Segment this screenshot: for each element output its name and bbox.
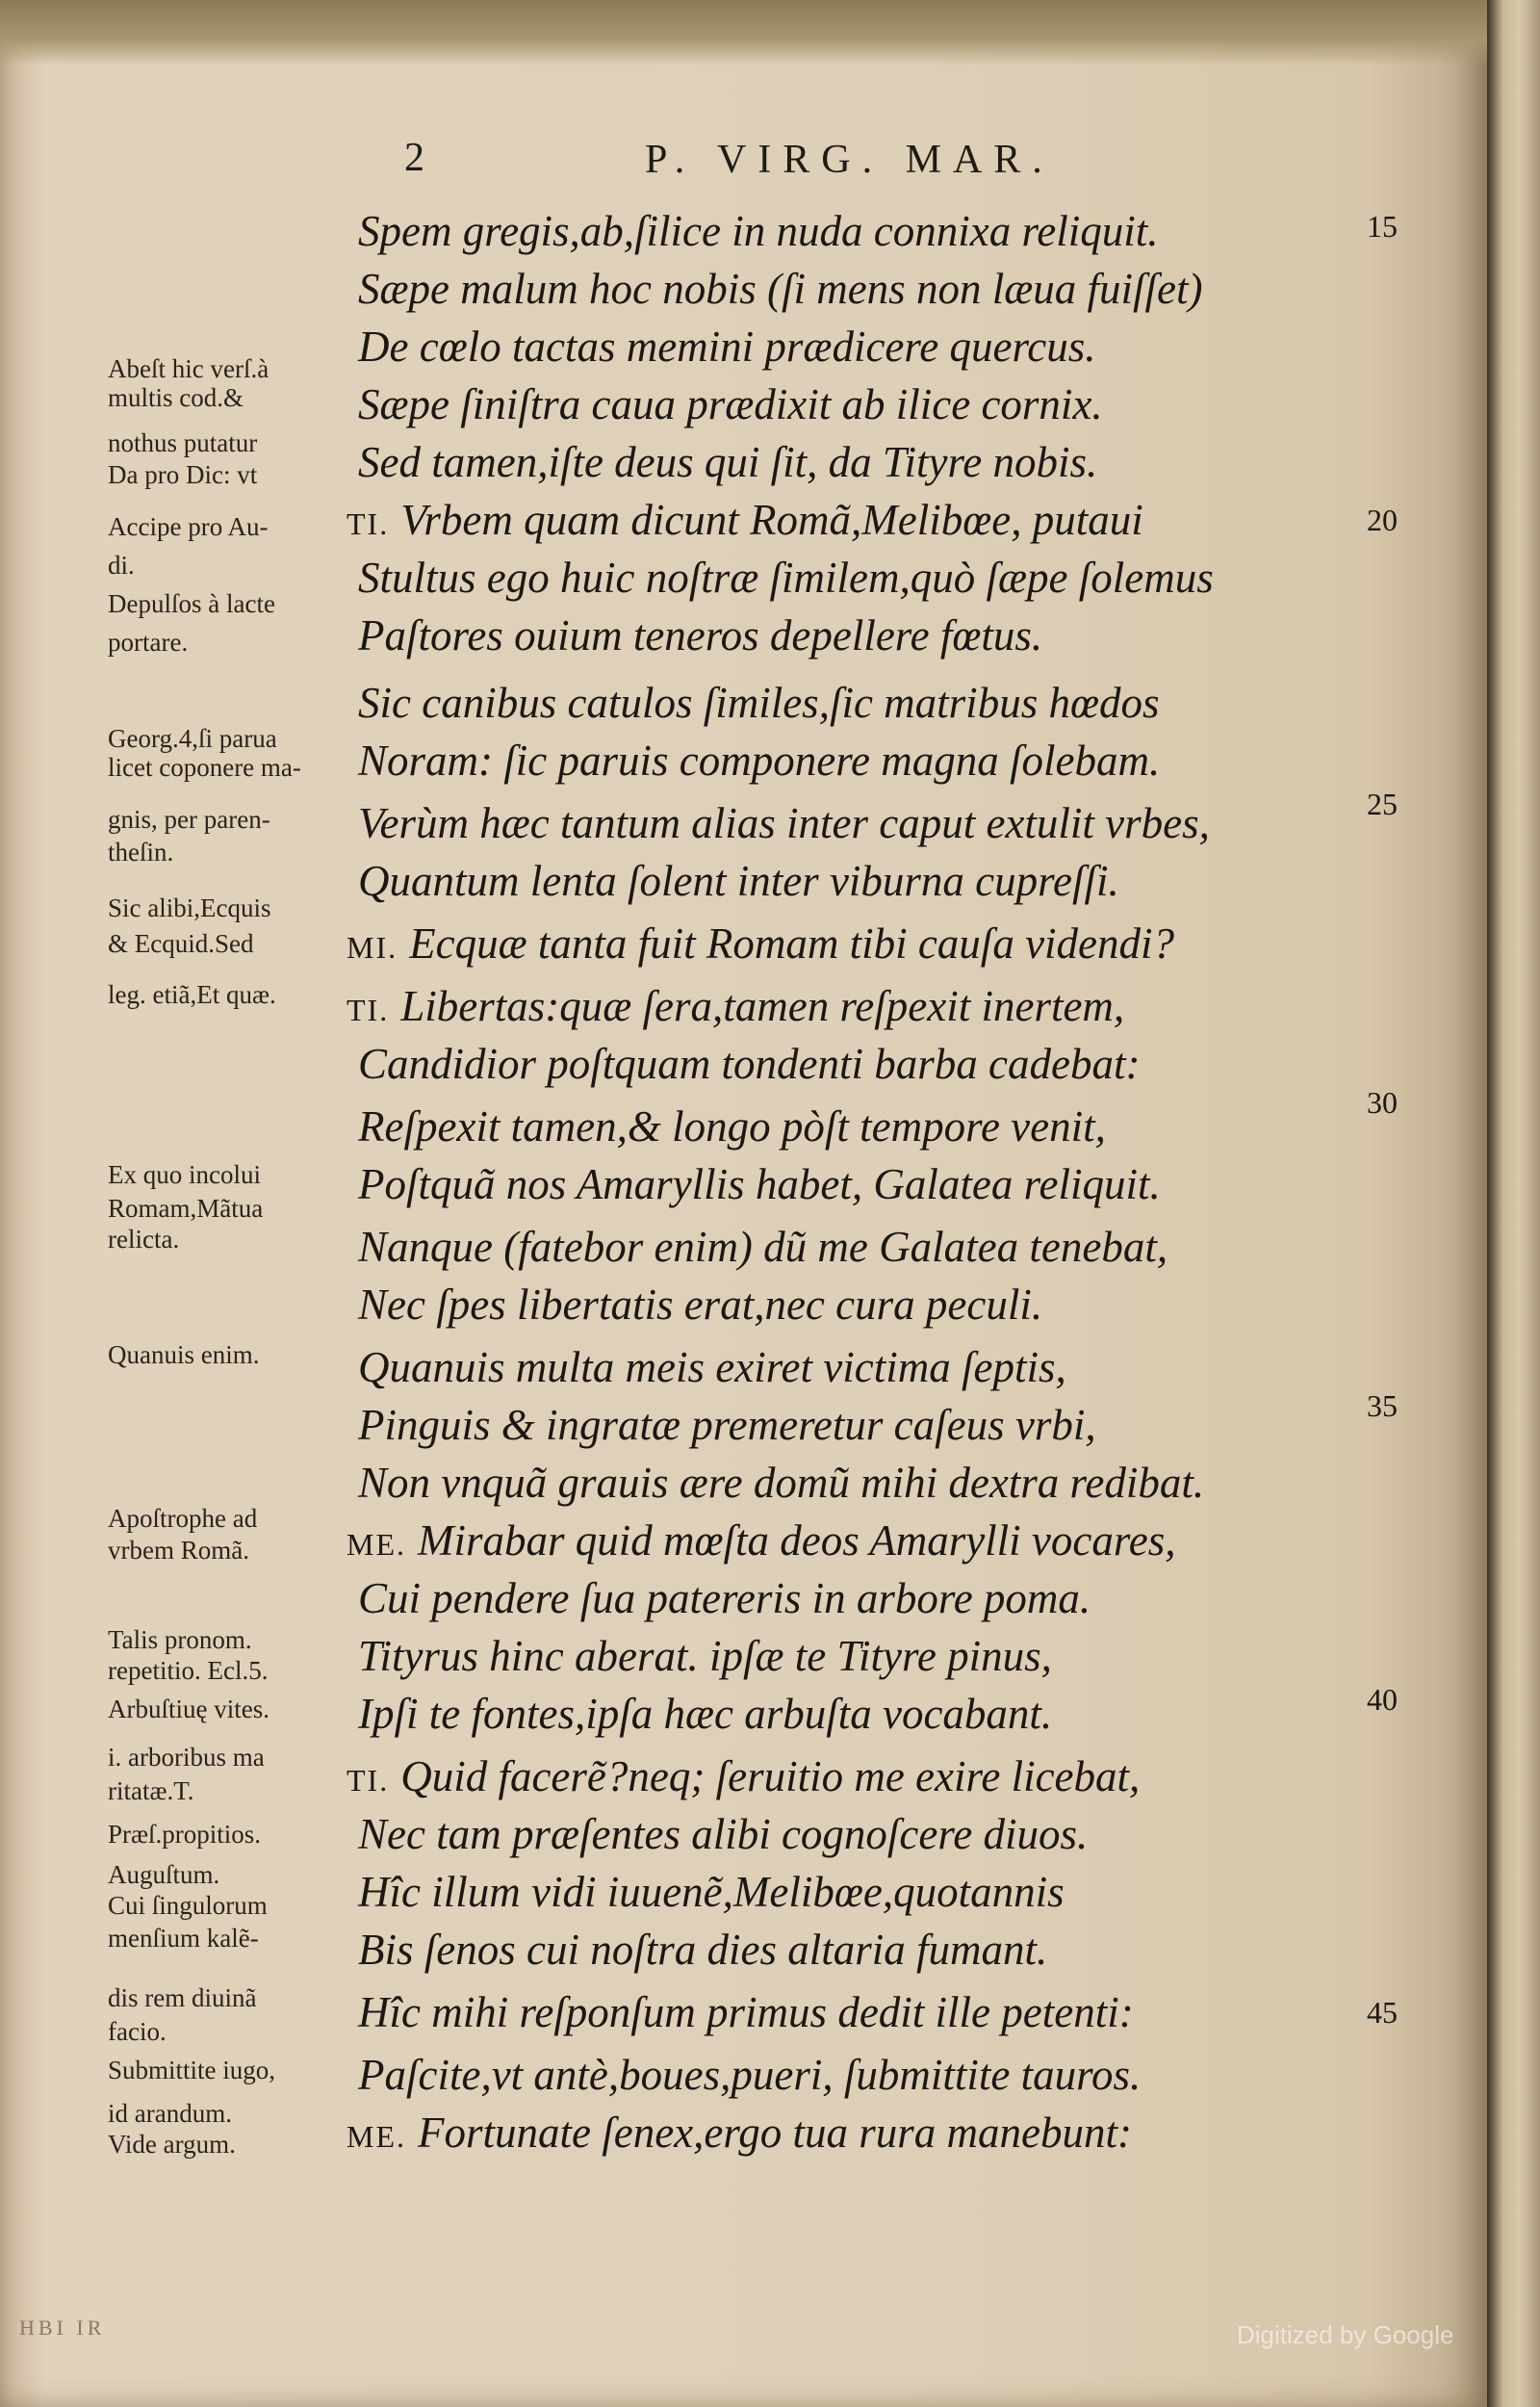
verse-text: Bis ſenos cui noſtra dies altaria fumant. (358, 1926, 1048, 1974)
line-number: 45 (1367, 1995, 1398, 2030)
verse-text: Ipſi te fontes,ipſa hæc arbuſta vocabant. (358, 1690, 1053, 1738)
running-title: P. VIRG. MAR. (645, 138, 1054, 182)
verse-text: Ecquæ tanta fuit Romam tibi cauſa videndi? (409, 919, 1175, 968)
verse-line (346, 852, 1119, 910)
marginal-gloss: ritatæ.T. (108, 1776, 194, 1805)
verse-line (346, 2046, 1141, 2104)
page-header (404, 135, 1174, 193)
marginal-gloss: Accipe pro Au- (108, 512, 269, 541)
marginal-gloss: Ex quo incolui (108, 1160, 261, 1189)
verse-line (346, 260, 1202, 318)
verse-line (346, 1155, 1161, 1213)
marginal-gloss: nothus putatur (108, 428, 258, 457)
line-number: 40 (1367, 1682, 1398, 1717)
verse-text: Quid facerẽ?neq; ſeruitio me exire licebat, (400, 1752, 1141, 1800)
verse-line (346, 202, 1159, 260)
marginal-gloss: & Ecquid.Sed (108, 929, 254, 958)
verse-line (346, 1685, 1052, 1743)
marginal-gloss: Sic alibi,Ecquis (108, 893, 271, 922)
marginal-gloss: licet coponere ma- (108, 753, 301, 782)
marginal-gloss: Submittite iugo, (108, 2056, 276, 2084)
verse-text: Reſpexit tamen,& longo pòſt tempore venit, (358, 1102, 1106, 1151)
marginal-gloss: portare. (108, 628, 189, 657)
verse-text: Nec ſpes libertatis erat,nec cura peculi. (358, 1281, 1043, 1329)
verse-line (346, 794, 1210, 852)
verse-line (346, 433, 1097, 491)
verse-line (346, 1035, 1140, 1093)
marginal-gloss: vrbem Romã. (108, 1536, 249, 1565)
speaker-label: MI. (346, 930, 398, 965)
marginal-gloss: Cui ſingulorum (108, 1891, 268, 1920)
marginal-gloss: gnis, per paren- (108, 805, 270, 834)
verse-line (346, 1098, 1106, 1155)
verse-line (346, 1921, 1047, 1979)
verse-text: Poſtquã nos Amaryllis habet, Galatea reliquit. (358, 1160, 1161, 1208)
verse-text: Fortunate ſenex,ergo tua rura manebunt: (418, 2109, 1132, 2157)
marginal-gloss: facio. (108, 2017, 167, 2046)
verse-text: Vrbem quam dicunt Romã,Melibœe, putaui (400, 496, 1143, 544)
marginal-gloss: Apoſtrophe ad (108, 1504, 258, 1533)
verse-text: Candidior poſtquam tondenti barba cadebat: (358, 1040, 1141, 1088)
marginal-gloss: Præſ.propitios. (108, 1820, 262, 1849)
watermark: Digitized by Google (1237, 2320, 1454, 2349)
marginal-gloss: multis cod.& (108, 383, 244, 412)
verse-text: Sic canibus catulos ſimiles,ſic matribus hœdos (358, 679, 1160, 727)
footer-mark: HBI IR (19, 2316, 106, 2340)
marginal-gloss: Auguſtum. (108, 1860, 220, 1889)
speaker-label: TI. (346, 1763, 390, 1798)
page-number: 2 (404, 136, 424, 180)
marginal-gloss: Da pro Dic: vt (108, 460, 258, 489)
line-number: 30 (1367, 1085, 1398, 1120)
verse-text: Pinguis & ingratæ premeretur caſeus vrbi, (358, 1401, 1096, 1449)
speaker-label: ME. (346, 2119, 406, 2154)
verse-text: Cui pendere ſua patereris in arbore poma. (358, 1574, 1091, 1622)
verse-line (346, 977, 1124, 1035)
marginal-gloss: dis rem diuinã (108, 1983, 257, 2012)
marginal-gloss: Talis pronom. (108, 1625, 252, 1654)
verse-line (346, 318, 1096, 375)
speaker-label: ME. (346, 1527, 406, 1562)
verse-text: Non vnquã grauis ære domũ mihi dextra redibat. (358, 1459, 1205, 1507)
verse-text: Noram: ſic paruis componere magna ſolebam. (358, 737, 1161, 785)
verse-line (346, 1276, 1042, 1333)
marginal-gloss: menſium kalẽ- (108, 1924, 259, 1953)
verse-text: Tityrus hinc aberat. ipſæ te Tityre pinus, (358, 1632, 1052, 1680)
verse-text: Sæpe ſiniſtra caua prædixit ab ilice cornix. (358, 380, 1103, 428)
verse-line (346, 674, 1159, 732)
line-number: 25 (1367, 787, 1398, 821)
verse-text: Quantum lenta ſolent inter viburna cupreſſi. (358, 857, 1119, 905)
verse-line (346, 1569, 1091, 1627)
marginal-gloss: Abeſt hic verſ.à (108, 354, 270, 383)
marginal-gloss: repetitio. Ecl.5. (108, 1656, 269, 1685)
verse-text: Verùm hæc tantum alias inter caput extulit vrbes, (358, 799, 1210, 847)
verse-line (346, 1805, 1088, 1863)
verse-line (346, 1454, 1204, 1512)
marginal-gloss: id arandum. (108, 2099, 232, 2128)
verse-text: Nec tam præſentes alibi cognoſcere diuos. (358, 1810, 1089, 1858)
verse-text: Hîc illum vidi iuuenẽ,Melibœe,quotannis (358, 1868, 1065, 1916)
verse-text: Hîc mihi reſponſum primus dedit ille petenti: (358, 1988, 1134, 2036)
verse-line (346, 1512, 1175, 1569)
line-number: 20 (1367, 503, 1398, 537)
verse-text: Paſtores ouium teneros depellere fœtus. (358, 611, 1043, 660)
verse-line (346, 2104, 1132, 2161)
verse-line (346, 549, 1214, 607)
speaker-label: TI. (346, 506, 390, 541)
marginal-gloss: theſin. (108, 838, 174, 867)
verse-text: Paſcite,vt antè,boues,pueri, ſubmittite tauros. (358, 2051, 1142, 2099)
verse-line (346, 491, 1143, 549)
verse-line (346, 375, 1103, 433)
marginal-gloss: di. (108, 551, 135, 580)
verse-text: Quanuis multa meis exiret victima ſeptis, (358, 1343, 1066, 1391)
verse-text: Stultus ego huic noſtræ ſimilem,quò ſæpe ſolemus (358, 554, 1214, 602)
verse-text: Spem gregis,ab,ſilice in nuda connixa reliquit. (358, 207, 1159, 255)
marginal-gloss: Arbuſtiuę vites. (108, 1695, 270, 1723)
verse-line (346, 1396, 1096, 1454)
page-gutter (1487, 0, 1540, 2407)
verse-text: Nanque (fatebor enim) dũ me Galatea tenebat, (358, 1223, 1168, 1271)
line-number: 35 (1367, 1388, 1398, 1423)
verse-text: Libertas:quæ ſera,tamen reſpexit inertem, (400, 982, 1125, 1030)
marginal-gloss: relicta. (108, 1225, 180, 1254)
line-number: 15 (1367, 209, 1398, 244)
verse-text: De cœlo tactas memini prædicere quercus. (358, 323, 1096, 371)
verse-line (346, 915, 1174, 972)
verse-line (346, 1218, 1168, 1276)
verse-text: Sæpe malum hoc nobis (ſi mens non læua fuiſſet) (358, 265, 1203, 313)
marginal-gloss: Depulſos à lacte (108, 589, 275, 618)
marginal-gloss: Georg.4,ſi parua (108, 724, 277, 753)
marginal-gloss: leg. etiã,Et quæ. (108, 980, 276, 1009)
marginal-gloss: i. arboribus ma (108, 1743, 265, 1772)
page-top-edge (0, 0, 1540, 65)
verse-line (346, 607, 1042, 664)
speaker-label: TI. (346, 993, 390, 1027)
verse-line (346, 1983, 1134, 2041)
verse-text: Mirabar quid mœſta deos Amarylli vocares, (418, 1516, 1176, 1565)
marginal-gloss: Romam,Mãtua (108, 1194, 264, 1223)
verse-text: Sed tamen,iſte deus qui ſit, da Tityre nobis. (358, 438, 1098, 486)
marginal-gloss: Quanuis enim. (108, 1340, 260, 1369)
verse-line (346, 732, 1160, 789)
verse-line (346, 1627, 1052, 1685)
marginal-gloss: Vide argum. (108, 2130, 236, 2159)
verse-line (346, 1863, 1065, 1921)
verse-line (346, 1338, 1066, 1396)
verse-line (346, 1747, 1140, 1805)
